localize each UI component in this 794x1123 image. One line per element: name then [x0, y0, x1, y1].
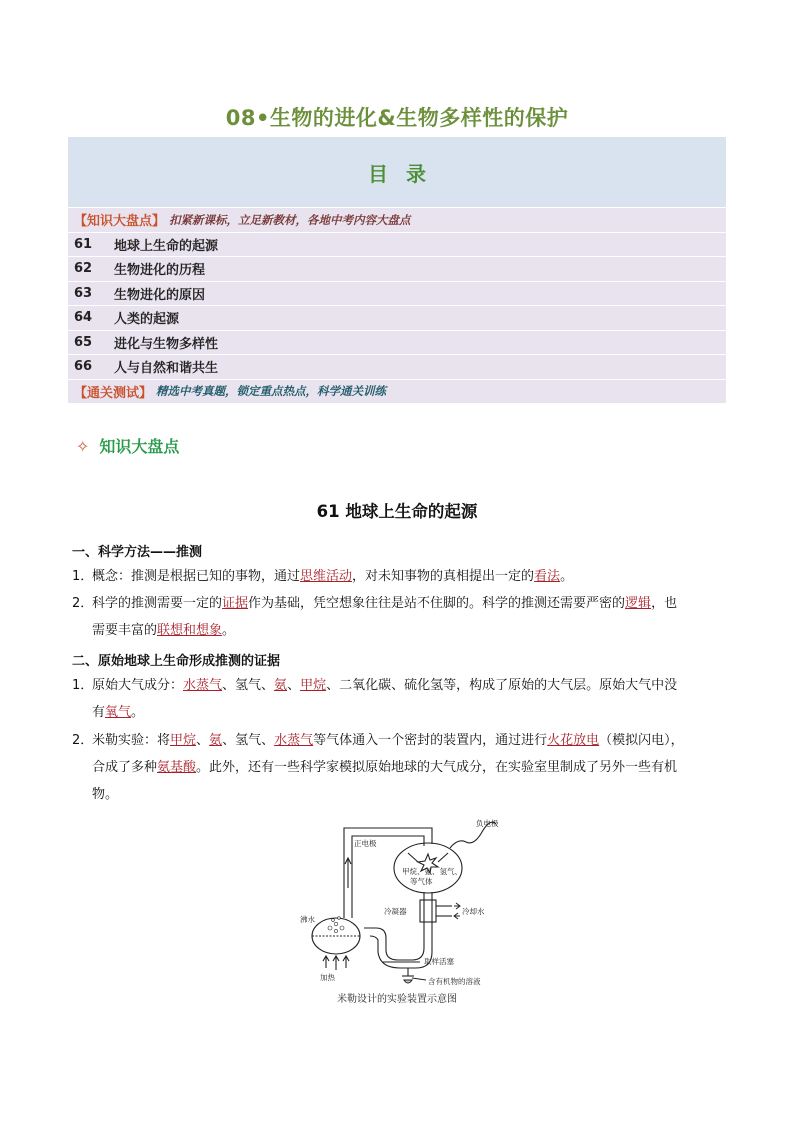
key-term: 水蒸气 — [183, 678, 223, 693]
text-run: 科学的推测需要一定的 — [92, 596, 223, 611]
toc-item[interactable] — [68, 281, 726, 306]
part2-heading: 二、原始地球上生命形成推测的证据 — [72, 654, 281, 669]
section-heading — [76, 434, 179, 457]
key-term: 火花放电 — [547, 733, 600, 748]
text-run: ，也 — [651, 596, 678, 611]
toc-item-label: 地球上生命的起源 — [114, 238, 219, 254]
toc-item[interactable] — [68, 232, 726, 257]
label-gas-mixture-line2: 等气体 — [410, 877, 433, 886]
toc-item-number: 64 — [74, 310, 93, 326]
paragraph-line — [72, 781, 732, 808]
part2-paragraph-1 — [72, 672, 732, 726]
label-organic-solution: 含有机物的溶液 — [428, 977, 481, 986]
paragraph-line — [72, 590, 732, 617]
text-run: 、二氧化碳、硫化氢等，构成了原始的大气层。原始大气中没 — [326, 678, 678, 693]
section-heading-text: 知识大盘点 — [99, 437, 180, 456]
toc-item[interactable] — [68, 354, 726, 379]
paragraph-index: 1． — [72, 678, 94, 693]
key-term: 逻辑 — [625, 596, 652, 611]
text-run: （模拟闪电）， — [599, 733, 684, 748]
label-boiling-water: 沸水 — [300, 915, 315, 924]
toc-row-knowledge[interactable] — [68, 207, 726, 232]
toc-item-label: 人类的起源 — [114, 312, 180, 328]
page-title: 08•生物的进化&生物多样性的保护 — [225, 106, 569, 130]
toc-item-label: 生物进化的历程 — [114, 263, 206, 279]
toc-item-label: 生物进化的原因 — [114, 287, 206, 303]
key-term: 证据 — [222, 596, 249, 611]
part2-paragraph-2 — [72, 727, 732, 808]
toc-item-number: 63 — [74, 285, 93, 301]
paragraph-index: 2． — [72, 596, 94, 611]
toc-item-number: 65 — [74, 334, 93, 350]
toc-item-number: 66 — [74, 359, 93, 375]
diamond-icon: ✧ — [76, 437, 90, 456]
figure-caption: 米勒设计的实验装置示意图 — [337, 994, 457, 1005]
key-term: 氨 — [274, 678, 288, 693]
text-run: 物。 — [92, 787, 119, 802]
toc-test-desc: 精选中考真题，锁定重点热点，科学通关训练 — [156, 384, 387, 399]
toc-item-label: 进化与生物多样性 — [114, 336, 219, 352]
key-term: 氧气 — [105, 705, 132, 720]
text-run: 。 — [560, 569, 574, 584]
toc-item-number: 62 — [74, 261, 93, 277]
part1-heading: 一、科学方法——推测 — [72, 545, 203, 560]
topic-heading: 61 地球上生命的起源 — [316, 502, 478, 521]
paragraph-line — [72, 617, 732, 644]
label-condenser: 冷凝器 — [384, 907, 407, 916]
toc-row-test[interactable] — [68, 379, 726, 404]
text-run: 、 — [196, 733, 210, 748]
text-run: 有 — [92, 705, 106, 720]
text-run: 作为基础，凭空想象往往是站不住脚的。科学的推测还需要严密的 — [248, 596, 626, 611]
text-run: 概念：推测是根据已知的事物，通过 — [92, 569, 301, 584]
text-run: 米勒实验：将 — [92, 733, 171, 748]
label-negative-electrode: 负电极 — [476, 819, 499, 828]
key-term: 水蒸气 — [274, 733, 314, 748]
paragraph-line — [72, 727, 732, 754]
toc-item-number: 61 — [74, 236, 93, 252]
paragraph-line — [72, 754, 732, 781]
label-heat: 加热 — [320, 973, 335, 982]
toc-item-label: 人与自然和谐共生 — [114, 361, 219, 377]
key-term: 氨基酸 — [157, 760, 197, 775]
paragraph-line — [72, 699, 732, 726]
paragraph-index: 1． — [72, 569, 94, 584]
text-run: 。 — [131, 705, 145, 720]
text-run: 。此外，还有一些科学家模拟原始地球的大气成分，在实验室里制成了另外一些有机 — [196, 760, 678, 775]
text-run: 原始大气成分： — [92, 678, 184, 693]
text-run: 合成了多种 — [92, 760, 158, 775]
toc-item[interactable] — [68, 256, 726, 281]
key-term: 思维活动 — [300, 569, 353, 584]
text-run: 需要丰富的 — [92, 623, 158, 638]
text-run: 、 — [287, 678, 301, 693]
part1-paragraph-1 — [72, 563, 732, 590]
text-run: 等气体通入一个密封的装置内，通过进行 — [313, 733, 548, 748]
key-term: 氨 — [209, 733, 223, 748]
text-run: 。 — [222, 623, 236, 638]
part1-paragraph-2 — [72, 590, 732, 644]
key-term: 甲烷 — [300, 678, 327, 693]
key-term: 联想和想象 — [157, 623, 223, 638]
toc-item[interactable] — [68, 330, 726, 355]
paragraph-line — [72, 672, 732, 699]
miller-apparatus-diagram — [300, 818, 530, 988]
paragraph-index: 2． — [72, 733, 94, 748]
label-cooling-water: 冷却水 — [462, 907, 485, 916]
toc-item[interactable] — [68, 305, 726, 330]
toc-test-label: 【通关测试】 — [74, 385, 153, 401]
toc-knowledge-label: 【知识大盘点】 — [74, 214, 166, 230]
key-term: 看法 — [534, 569, 561, 584]
label-gas-mixture-line1: 甲烷、氨、氢气、 — [402, 867, 462, 876]
key-term: 甲烷 — [170, 733, 197, 748]
toc-heading: 目录 — [68, 137, 726, 207]
label-positive-electrode: 正电极 — [354, 839, 377, 848]
text-run: 、氢气、 — [222, 678, 275, 693]
text-run: 、氢气、 — [222, 733, 275, 748]
table-of-contents — [68, 137, 726, 403]
label-sample-valve: 取样活塞 — [424, 957, 454, 966]
text-run: ，对未知事物的真相提出一定的 — [352, 569, 535, 584]
toc-knowledge-desc: 扣紧新课标，立足新教材，各地中考内容大盘点 — [169, 212, 411, 227]
